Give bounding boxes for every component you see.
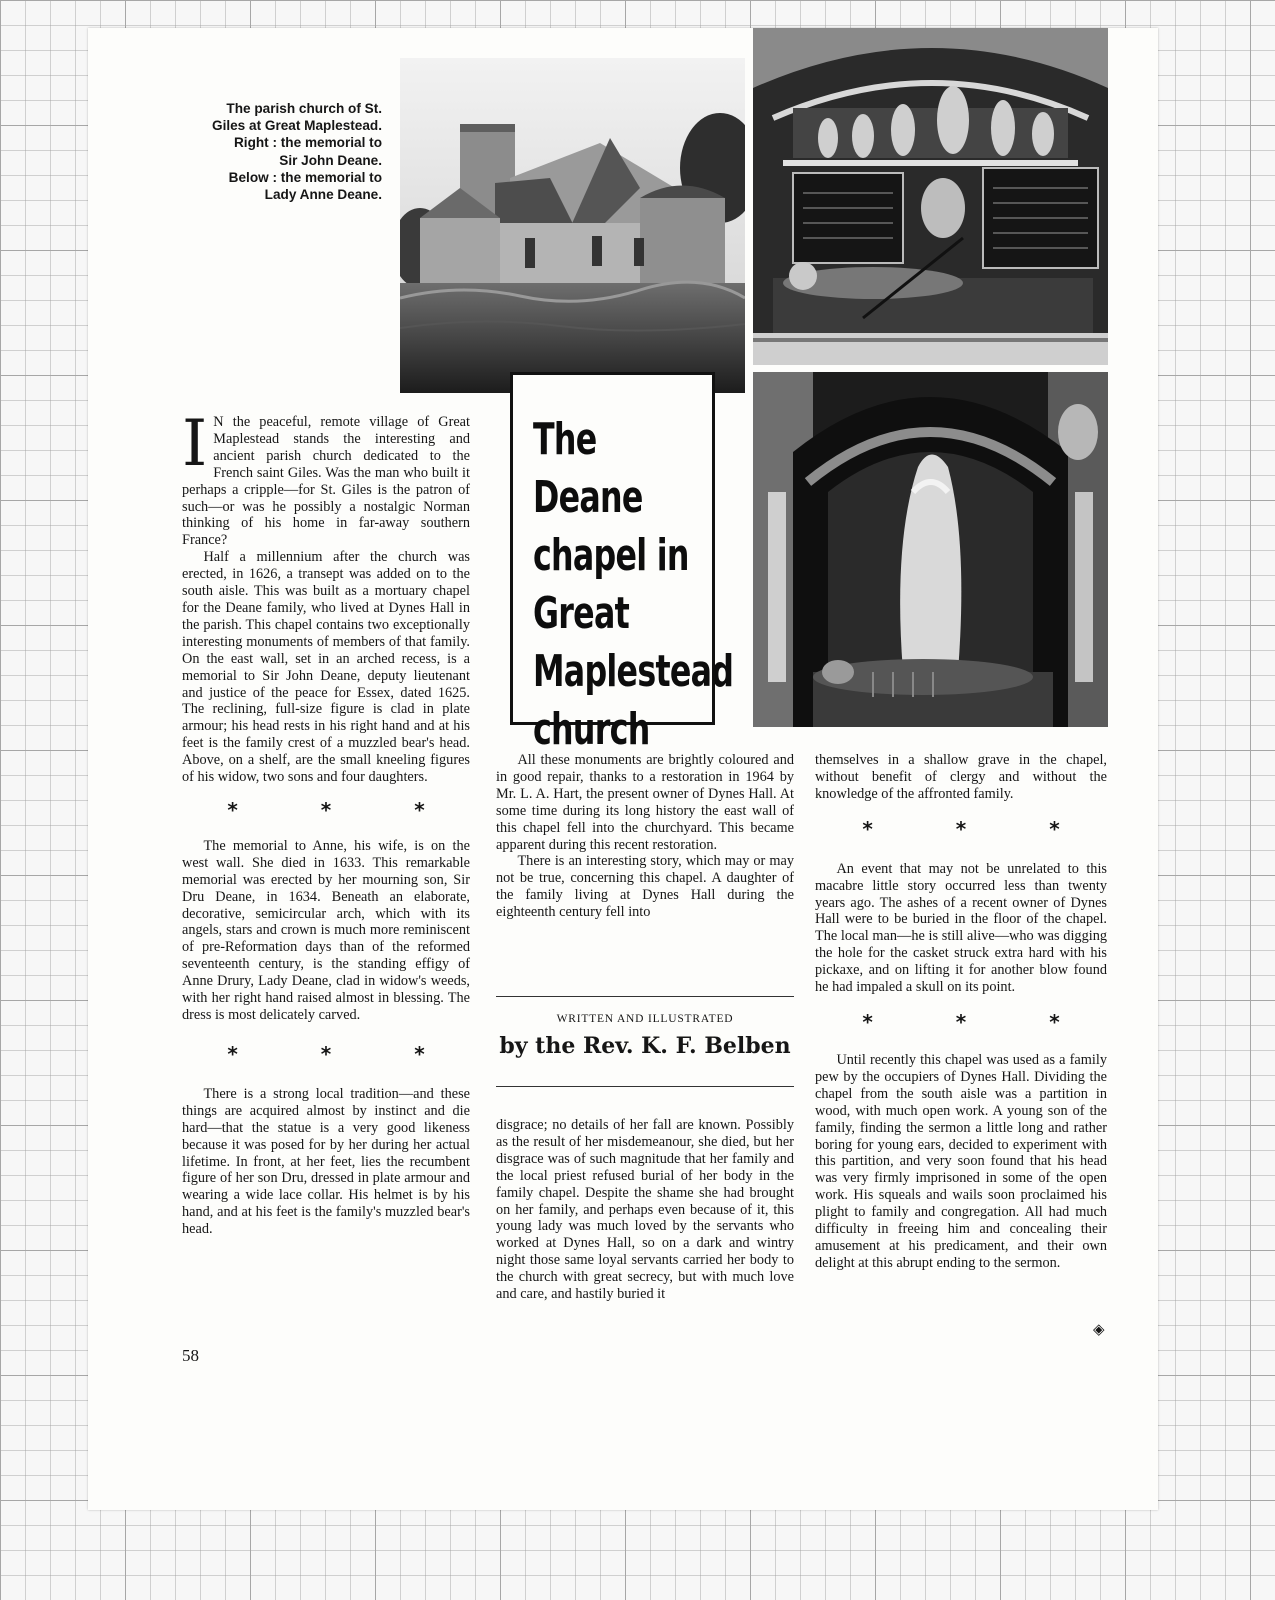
article-column-3 xyxy=(815,752,1107,1272)
section-break-stars: * * * xyxy=(227,797,463,822)
caption-line: The parish church of St. xyxy=(226,101,382,116)
caption-line: Right : the memorial to xyxy=(233,135,382,151)
article-title: The Deane chapel in Great Maplestead church xyxy=(533,414,734,755)
photo-caption xyxy=(182,100,382,203)
article-column-2-top xyxy=(496,752,794,921)
paragraph: There is an interesting story, which may or may not be true, concerning this chapel. A daughter of the family living at Dynes Hall during the eighteenth century fell into xyxy=(496,853,794,921)
church-exterior-photo xyxy=(400,58,745,393)
caption-line: Lady Anne Deane. xyxy=(264,187,382,203)
section-break-stars: * * * xyxy=(227,1041,463,1066)
paragraph: An event that may not be unrelated to this macabre little story occurred less than twenty years ago. The ashes of a recent owner of Dynes Hall were to be buried in the floor of the chapel. The local man—he is still alive—who was digging the hole for the casket struck extra hard with his pickaxe, and on lifting it for another blow found he had impaled a skull on its point. xyxy=(815,860,1107,996)
paragraph: All these monuments are brightly coloured and in good repair, thanks to a restoration in 1964 by Mr. L. A. Hart, the present owner of Dynes Hall. At some time during its long history the east wall of this chapel fell into the churchyard. This became apparent during this recent restoration. xyxy=(496,752,794,853)
paragraph: Until recently this chapel was used as a family pew by the occupiers of Dynes Hall. Dividing the chapel from the south aisle was a partition in wood, with much open work. A young son of the family, finding the sermon a little long and rather boring for young ears, decided to experiment with this partition, and very soon found that his head was very firmly imprisoned in some of the open work. His squeals and wails soon proclaimed his plight to family and congregation. All had much difficulty in freeing him and concealing their amusement at his predicament, and their own delight at this abrupt ending to the sermon. xyxy=(815,1051,1107,1271)
section-break-stars: * * * xyxy=(862,1009,1098,1034)
article-column-2-bottom xyxy=(496,1117,794,1303)
magazine-page xyxy=(88,28,1158,1510)
section-break-stars: * * * xyxy=(862,816,1098,841)
paragraph: The memorial to Anne, his wife, is on the west wall. She died in 1633. This remarkable memorial was erected by her mourning son, Sir Dru Deane, in 1634. Beneath an elaborate, decorative, semicircular arch, which with its angels, stars and crown is much more reminiscent of pre-Reformation days than of the reformed seventeenth century, is the standing effigy of Anne Drury, Lady Deane, clad in widow's weeds, with her right hand raised almost in blessing. The dress is most delicately carved. xyxy=(182,837,470,1023)
byline xyxy=(492,1013,798,1059)
drop-cap: I xyxy=(182,407,208,481)
article-title-box xyxy=(510,372,734,755)
paragraph: There is a strong local tradition—and these things are acquired almost by instinct and die hard—that the statue is a very good likeness because it was posed for by her during her actual lifetime. In front, at her feet, lies the recumbent figure of her son Dru, dressed in plate armour and wearing a wide lace collar. His helmet is by his hand, and at his feet is the family's muzzled bear's head. xyxy=(182,1085,470,1238)
caption-line: Sir John Deane. xyxy=(279,152,382,168)
paragraph: themselves in a shallow grave in the chapel, without benefit of clergy and without the knowledge of the affronted family. xyxy=(815,752,1107,802)
article-column-1 xyxy=(182,407,470,1238)
paragraph: disgrace; no details of her fall are known. Possibly as the result of her misdemeanour, she died, but her disgrace was of such magnitude that her family and the local priest refused burial of her body in the family chapel. Despite the shame she had brought on her family, and perhaps even because of it, this young lady was much loved by the servants who worked at Dynes Hall, so on a dark and wintry night those same loyal servants carried her body to the church with great secrecy, but with much love and care, and hastily buried it xyxy=(496,1117,794,1303)
paragraph: Half a millennium after the church was erected, in 1626, a transept was added on to the south aisle. This was built as a mortuary chapel for the Deane family, who lived at Dynes Hall in the parish. This chapel contains two exceptionally interesting monuments of members of that family. On the east wall, set in an arched recess, is a memorial to Sir John Deane, deputy lieutenant and justice of the peace for Essex, dated 1625. The reclining, full-size figure is clad in plate armour; his head rests in his right hand and at his feet is the family crest of a muzzled bear's head. Above, on a shelf, are the small kneeling figures of his widow, two sons and four daughters. xyxy=(182,549,470,786)
sir-john-deane-memorial-photo xyxy=(753,28,1108,365)
byline-top-rule xyxy=(496,996,794,997)
end-of-article-icon: ◈ xyxy=(1093,1320,1105,1338)
caption-line: Below : the memorial to xyxy=(228,169,382,185)
byline-bottom-rule xyxy=(496,1086,794,1087)
caption-line: Giles at Great Maplestead. xyxy=(212,118,382,134)
lady-anne-deane-memorial-photo xyxy=(753,372,1108,727)
page-number: 58 xyxy=(182,1346,199,1365)
byline-author: by the Rev. K. F. Belben xyxy=(499,1033,791,1059)
byline-kicker: WRITTEN AND ILLUSTRATED xyxy=(556,1013,734,1025)
paragraph: N the peaceful, remote village of Great Maplestead stands the interesting and ancient parish church dedicated to the French saint Giles. Was the man who built it perhaps a cripple—for St. Giles is the patron of such—or was he possibly a nostalgic Norman thinking of his home in far-away southern France? xyxy=(182,414,470,549)
